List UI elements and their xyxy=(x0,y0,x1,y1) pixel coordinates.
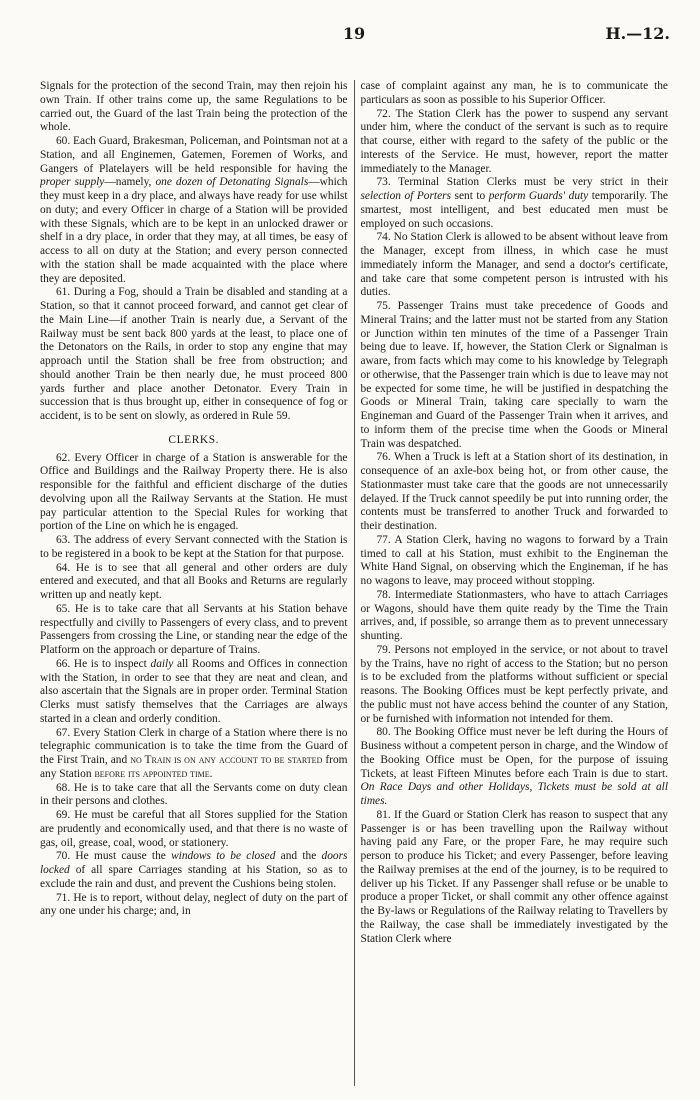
paragraph: Signals for the protection of the second Train, may then rejoin his own Train. If other trains come up, the same Regulations to be carried out, the Guard of the last Train being the protection of the whole. xyxy=(40,80,348,134)
rule-73: 73. Terminal Station Clerks must be very strict in their selection of Porters sent to perform Guards' duty temporarily. The smartest, most intelligent, and best educated men must be employed on such occasions. xyxy=(360,176,668,230)
right-column xyxy=(355,80,669,1086)
rule-80: 80. The Booking Office must never be left during the Hours of Business without a competent person in charge, and the Window of the Booking Office must be Open, for the purpose of issuing Tickets, at least Fifteen Minutes before each Train is due to start. On Race Days and other Holidays, Tickets must be sold at all times. xyxy=(360,726,668,807)
rule-81: 81. If the Guard or Station Clerk has reason to suspect that any Passenger is or has been travelling upon the Railway without having paid any Fare, or the proper Fare, he may require such person to produce his Ticket; and every Passenger, before leaving the Railway premises at the end of the journey, is to be required to deliver up his Ticket. If any Passenger shall refuse or be unable to produce a proper Ticket, or shall commit any other offence against the By-laws or Regulations of the Railway relating to Travellers by the Railway, the case shall be immediately investigated by the Station Clerk where xyxy=(360,808,668,945)
rule-76: 76. When a Truck is left at a Station short of its destination, in consequence of an axle-box being hot, or from other cause, the Stationmaster must take care that the goods are not unnecessarily delayed. If the Truck cannot speedily be put into running order, the contents must be transferred to another Truck and forwarded to their destination. xyxy=(360,451,668,532)
rule-66: 66. He is to inspect daily all Rooms and Offices in connection with the Station, in order to see that they are neat and clean, and also ascertain that the Signals are in proper order. Terminal Station Clerks must satisfy themselves that the Carriages are always started in a clean and orderly condition. xyxy=(40,657,348,725)
rule-67: 67. Every Station Clerk in charge of a Station where there is no telegraphic communication is to take the time from the Guard of the First Train, and no Train is on any account to be started from any Station before its appointed time. xyxy=(40,726,348,780)
page-number: 19 xyxy=(342,24,366,43)
rule-61: 61. During a Fog, should a Train be disabled and standing at a Station, so that it cannot proceed forward, and cannot get clear of the Main Line—if another Train is nearly due, a Servant of the Railway must be sent back 800 yards at the least, to place one of the Detonators on the Rails, in order to stop any engine that may approach until the Station shall be free from obstruction; and should another Train be then nearly due, he must proceed 800 yards further and place another Detonator. Every Train in succession that is thus brought up, either in consequence of fog or accident, is to be sent on slowly, as ordered in Rule 59. xyxy=(40,286,348,422)
rule-65: 65. He is to take care that all Servants at his Station behave respectfully and civilly to Passengers of every class, and to prevent Passengers from crossing the Line, or standing near the edge of the Platform on the approach or departure of Trains. xyxy=(40,602,348,656)
paper-reference: H.—12. xyxy=(605,24,670,43)
rule-62: 62. Every Officer in charge of a Station is answerable for the Office and Buildings and the Railway Property there. He is also responsible for the faithful and efficient discharge of the duties devolving upon all the Railway Servants at the Station. He must pay particular attention to the Special Rules for working that portion of the Line on which he is engaged. xyxy=(40,451,348,533)
rule-74: 74. No Station Clerk is allowed to be absent without leave from the Manager, except from illness, in which case he must immediately inform the Manager, and send a doctor's certificate, and take care that some competent person is intrusted with his duties. xyxy=(360,231,668,299)
rule-68: 68. He is to take care that all the Servants come on duty clean in their persons and clothes. xyxy=(40,781,348,808)
rule-63: 63. The address of every Servant connected with the Station is to be registered in a book to be kept at the Station for that purpose. xyxy=(40,534,348,560)
rule-77: 77. A Station Clerk, having no wagons to forward by a Train timed to call at his Station, must exhibit to the Engineman the White Hand Signal, on observing which the Engineman, if he has no wagons to leave, may proceed without stopping. xyxy=(360,533,668,587)
rule-75: 75. Passenger Trains must take precedence of Goods and Mineral Trains; and the latter must not be started from any Station or Junction within ten minutes of the time of a Passenger Train being due to leave. If, however, the Station Clerk or Signalman is aware, from facts which may come to his knowledge by Telegraph or otherwise, that the Passenger train which is due to leave may not be expected for some time, he will be justified in despatching the Goods or Mineral Train, taking care specially to warn the Engineman and Guard of the Passenger Train when it arrives, and to inform them of the precise time when the Goods or Mineral Train was despatched. xyxy=(360,300,668,450)
rule-69: 69. He must be careful that all Stores supplied for the Station are prudently and economically used, and that there is no waste of gas, oil, grease, coal, wood, or stationery. xyxy=(40,809,348,849)
rule-78: 78. Intermediate Stationmasters, who have to attach Carriages or Wagons, should have them quite ready by the Time the Train arrives, and, if possible, so arrange them as to prevent unnecessary shunting. xyxy=(360,588,668,642)
page-header xyxy=(38,20,670,46)
rule-79: 79. Persons not employed in the service, or not about to travel by the Trains, have no right of access to the Station; but no person is to be excluded from the platforms without sufficient or special reasons. The Booking Offices must be kept perfectly private, and the public must not have access behind the counter of any Station, or be furnished with information not intended for them. xyxy=(360,643,668,725)
section-heading: CLERKS. xyxy=(168,433,220,446)
text-columns xyxy=(40,80,668,1086)
rule-72: 72. The Station Clerk has the power to suspend any servant under him, where the conduct of the servant is such as to require that course, either with regard to the safety of the public or the interests of the Service. He must, however, report the matter immediately to the Manager. xyxy=(360,107,668,175)
paragraph: case of complaint against any man, he is to communicate the particulars as soon as possible to his Superior Officer. xyxy=(360,80,668,106)
rule-60: 60. Each Guard, Brakesman, Policeman, and Pointsman not at a Station, and all Enginemen, Gatemen, Foremen of Works, and Gangers of Platelayers will be held responsible for having the proper supply—namely, one dozen of Detonating Signals—which they must keep in a dry place, and always have ready for use whilst on duty; and every Officer in charge of a Station will be provided with these Signals, which are to be kept in an unlocked drawer or shelf in a dry place, in order that they may, at all times, be easy of access to all on duty at the Station; and every person connected with the station shall be made acquainted with the place where they are deposited. xyxy=(40,135,348,285)
rule-71: 71. He is to report, without delay, neglect of duty on the part of any one under his charge; and, in xyxy=(40,891,348,918)
rule-70: 70. He must cause the windows to be closed and the doors locked of all spare Carriages standing at his Station, so as to exclude the rain and dust, and prevent the Cushions being stolen. xyxy=(40,850,348,890)
rule-64: 64. He is to see that all general and other orders are duly entered and executed, and that all Books and Returns are regularly written up and neatly kept. xyxy=(40,561,348,601)
left-column xyxy=(40,80,355,1086)
